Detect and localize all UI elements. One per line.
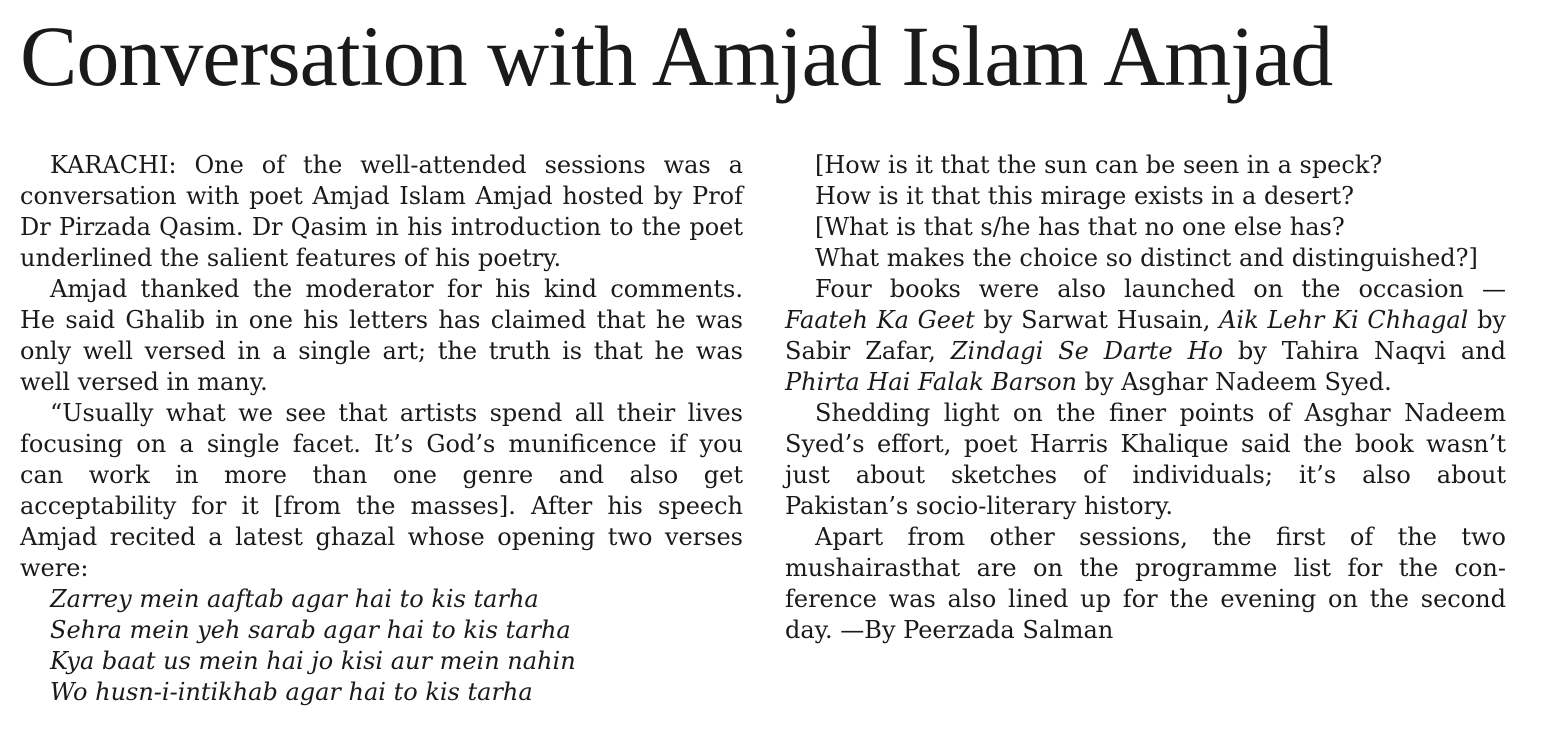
paragraph-books [785, 274, 1506, 398]
book-title: Zindagi Se Darte Ho [950, 337, 1223, 365]
book-title: Aik Lehr Ki Chhagal [1219, 306, 1469, 334]
book-author: by Sarwat Husain, [974, 306, 1220, 334]
verse-line: Sehra mein yeh sarab agar hai to kis tarha [50, 616, 571, 644]
book-author: by Tahira Naqvi and [1222, 337, 1506, 365]
translation-line: [What is that s/he has that no one else has? [815, 213, 1345, 241]
book-title: Phirta Hai Falak Barson [785, 368, 1078, 396]
translation-line: What makes the choice so distinct and distinguished?] [815, 244, 1478, 272]
paragraph-intro: KARACHI: One of the well-attended sessions was a conversation with poet Amjad Islam Amjad hosted by Prof Dr Pirzada Qasim. Dr Qasim in his introduction to the poet underlined the salient features of his poetry. [20, 151, 743, 272]
books-intro: Four books were also launched on the occasion — [815, 275, 1506, 303]
paragraph-apart: Apart from other sessions, the first of the two mushairasthat are on the programme list for the conference was also lined up for the evening on the second day. —By Peerzada Salman [785, 523, 1506, 644]
verse-line: Wo husn-i-intikhab agar hai to kis tarha [50, 678, 533, 706]
paragraph-ghalib: Amjad thanked the moderator for his kind comments. He said Ghalib in one his letters has claimed that he was only well versed in a single art; the truth is that he was well versed in many. [20, 275, 743, 396]
book-title: Faateh Ka Geet [785, 306, 975, 334]
translation-line: [How is it that the sun can be seen in a speck? [815, 151, 1383, 179]
paragraph-shedding-light: Shedding light on the finer points of Asghar Nadeem Syed’s effort, poet Harris Khalique said the book wasn’t just about sketches of individuals; it’s also about Pakistan’s socio-literary history. [785, 399, 1506, 520]
verse-line: Zarrey mein aaftab agar hai to kis tarha [50, 585, 539, 613]
verse-line: Kya baat us mein hai jo kisi aur mein nahin [50, 647, 576, 675]
translation-line: How is it that this mirage exists in a desert? [815, 182, 1355, 210]
article-column-left [20, 150, 743, 708]
paragraph-artists: “Usually what we see that artists spend all their lives focusing on a single facet. It’s God’s munificence if you can work in more than one genre and also get acceptability for it [from the masses]. After his speech Amjad recited a latest ghazal whose opening two verses were: [20, 399, 743, 582]
headline: Conversation with Amjad Islam Amjad [20, 8, 1333, 104]
article-column-right [785, 150, 1506, 646]
book-author: by Sabir Zafar, [785, 306, 1506, 365]
book-author: by Asghar Nadeem Syed. [1077, 368, 1392, 396]
